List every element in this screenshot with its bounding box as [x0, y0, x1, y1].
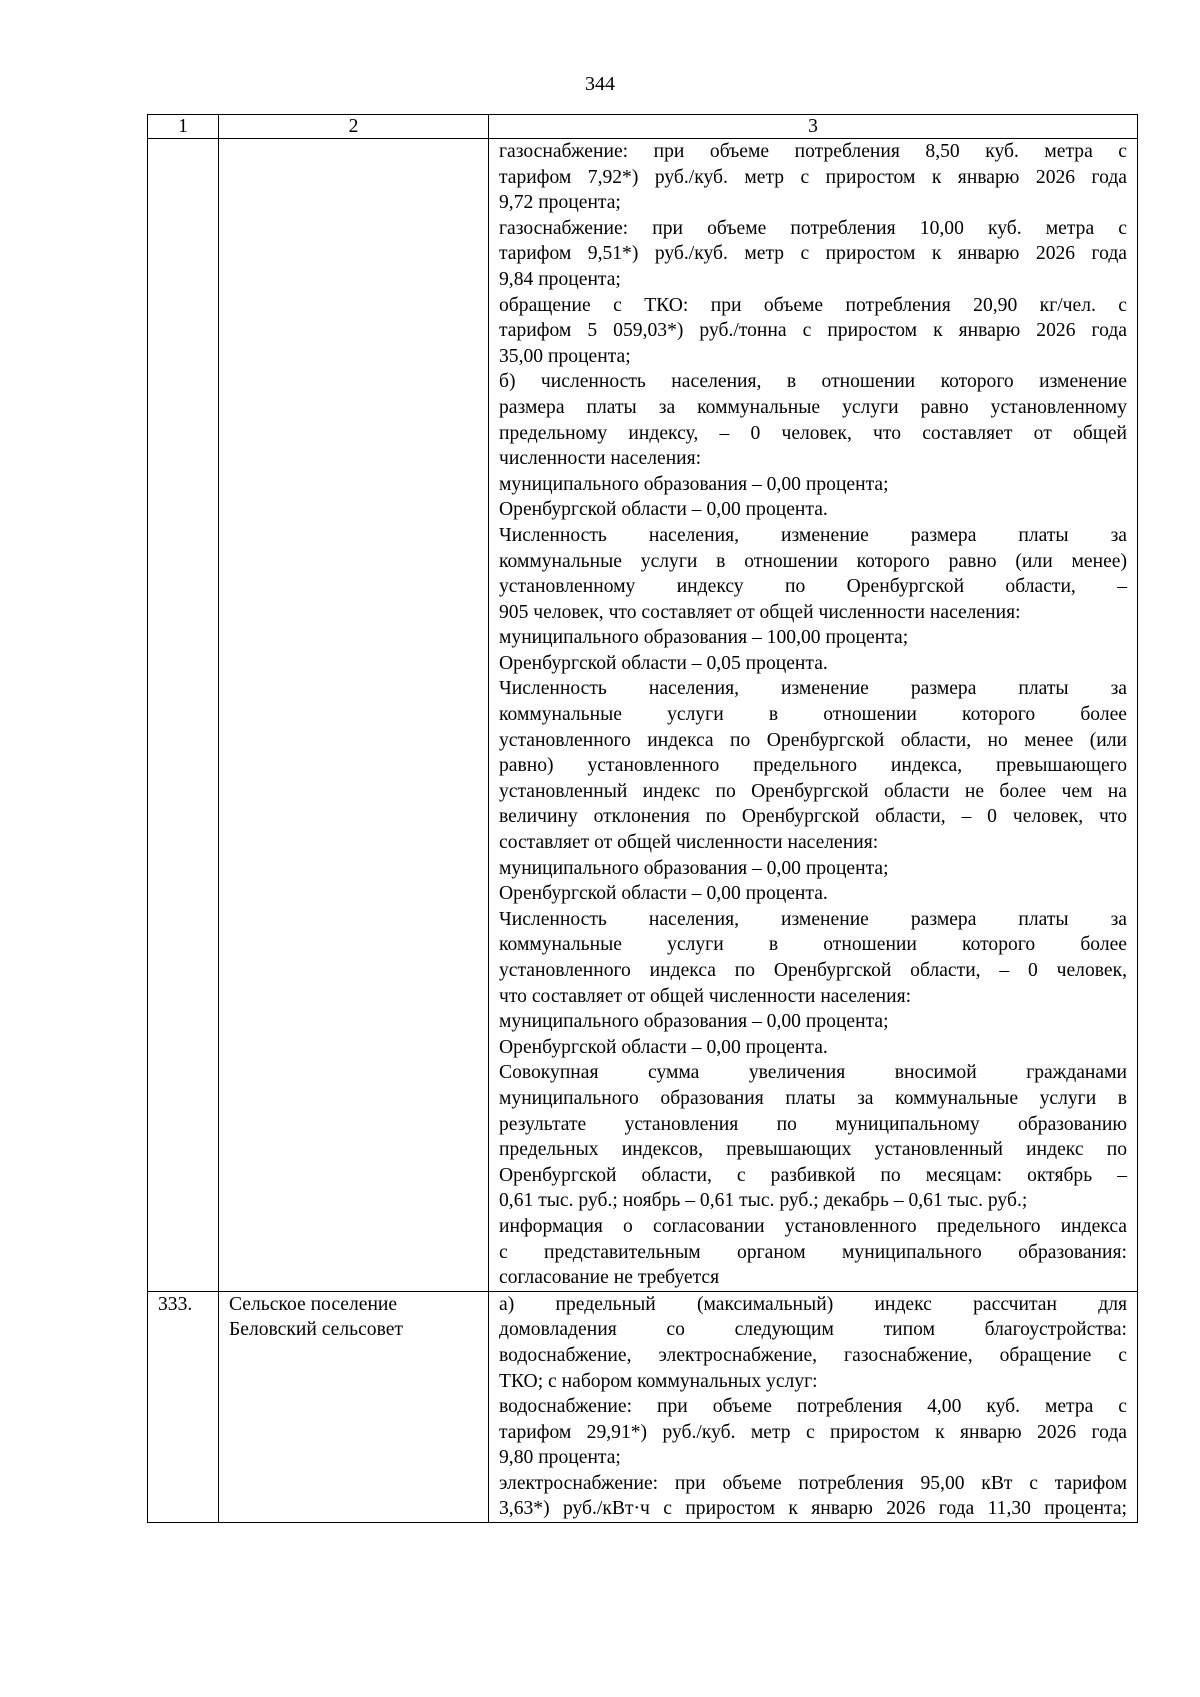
- text-line: ТКО; с набором коммунальных услуг:: [499, 1370, 818, 1392]
- text-line: муниципального образования – 0,00 процента;: [499, 1011, 889, 1033]
- text-line: водоснабжение, электроснабжение, газоснабжение, обращение с: [499, 1344, 1127, 1366]
- text-line: коммунальные услуги в отношении которого более: [499, 704, 1127, 726]
- text-line: установленного индекса по Оренбургской области, но менее (или: [499, 729, 1127, 751]
- text-line: газоснабжение: при объеме потребления 8,50 куб. метра с: [499, 141, 1127, 162]
- text-line: предельных индексов, превышающих установленный индекс по: [499, 1139, 1127, 1161]
- continuation-settlement-cell: [219, 139, 489, 1292]
- table-row-continuation: [148, 139, 1138, 1292]
- text-line: Оренбургской области, с разбивкой по месяцам: октябрь –: [499, 1164, 1127, 1186]
- text-line: коммунальные услуги в отношении которого более: [499, 934, 1127, 956]
- text-line: тарифом 29,91*) руб./куб. метр с приростом к январю 2026 года: [499, 1421, 1127, 1443]
- text-line: муниципального образования – 100,00 процента;: [499, 627, 909, 649]
- continuation-text-cell: [489, 139, 1138, 1292]
- text-line: тарифом 9,51*) руб./куб. метр с приростом к январю 2026 года: [499, 243, 1127, 265]
- text-line: б) численность населения, в отношении которого изменение: [499, 371, 1127, 393]
- text-line: результате установления по муниципальному образованию: [499, 1113, 1127, 1135]
- header-cell-2: 2: [219, 115, 489, 139]
- text-line: с представительным органом муниципального образования:: [499, 1241, 1127, 1263]
- row-333-text: [499, 1292, 1127, 1522]
- text-line: обращение с ТКО: при объеме потребления 20,90 кг/чел. с: [499, 294, 1127, 316]
- text-line: Оренбургской области – 0,05 процента.: [499, 652, 828, 674]
- text-line: муниципального образования платы за коммунальные услуги в: [499, 1087, 1127, 1109]
- row-333-text-cell: [489, 1291, 1138, 1522]
- text-line: 0,61 тыс. руб.; ноябрь – 0,61 тыс. руб.; декабрь – 0,61 тыс. руб.;: [499, 1190, 1028, 1212]
- text-line: 9,84 процента;: [499, 268, 621, 290]
- text-line: муниципального образования – 0,00 процента;: [499, 857, 889, 879]
- text-line: 9,72 процента;: [499, 192, 621, 214]
- text-line: электроснабжение: при объеме потребления 95,00 кВт с тарифом: [499, 1472, 1127, 1494]
- text-line: составляет от общей численности населения:: [499, 832, 879, 854]
- text-line: домовладения со следующим типом благоустройства:: [499, 1319, 1127, 1341]
- settlement-name-line-2: Беловский сельсовет: [229, 1319, 403, 1341]
- header-cell-3: 3: [489, 115, 1138, 139]
- text-line: Оренбургской области – 0,00 процента.: [499, 883, 828, 905]
- text-line: Численность населения, изменение размера платы за: [499, 524, 1127, 546]
- text-line: предельному индексу, – 0 человек, что составляет от общей: [499, 422, 1127, 444]
- text-line: Оренбургской области – 0,00 процента.: [499, 499, 828, 521]
- text-line: Численность населения, изменение размера платы за: [499, 678, 1127, 700]
- continuation-text: [499, 139, 1127, 1291]
- text-line: установленного индекса по Оренбургской области, – 0 человек,: [499, 960, 1127, 981]
- table-row-333: [148, 1291, 1138, 1522]
- text-line: величину отклонения по Оренбургской области, – 0 человек, что: [499, 806, 1127, 828]
- text-line: 35,00 процента;: [499, 345, 631, 367]
- table-header-row: [148, 115, 1138, 139]
- text-line: численности населения:: [499, 448, 702, 470]
- text-line: установленному индексу по Оренбургской области, –: [499, 576, 1127, 598]
- document-table: [147, 114, 1138, 1523]
- text-line: тарифом 7,92*) руб./куб. метр с приростом к январю 2026 года: [499, 166, 1127, 188]
- text-line: Оренбургской области – 0,00 процента.: [499, 1036, 828, 1058]
- text-line: согласование не требуется: [499, 1267, 720, 1289]
- text-line: муниципального образования – 0,00 процента;: [499, 473, 889, 495]
- text-line: Численность населения, изменение размера платы за: [499, 908, 1127, 930]
- text-line: размера платы за коммунальные услуги равно установленному: [499, 396, 1127, 418]
- text-line: 9,80 процента;: [499, 1447, 621, 1469]
- text-line: 905 человек, что составляет от общей численности населения:: [499, 601, 1021, 623]
- header-cell-1: 1: [148, 115, 219, 139]
- continuation-number-cell: [148, 139, 219, 1292]
- text-line: Совокупная сумма увеличения вносимой гражданами: [499, 1062, 1127, 1084]
- text-line: установленный индекс по Оренбургской области не более чем на: [499, 780, 1127, 802]
- text-line: а) предельный (максимальный) индекс рассчитан для: [499, 1293, 1127, 1315]
- settlement-name-line-1: Сельское поселение: [229, 1293, 398, 1315]
- row-333-settlement-cell: [219, 1291, 489, 1522]
- row-number: 333.: [158, 1293, 193, 1315]
- text-line: равно) установленного предельного индекса, превышающего: [499, 755, 1127, 777]
- page-number: 344: [585, 73, 615, 95]
- text-line: коммунальные услуги в отношении которого равно (или менее): [499, 550, 1127, 572]
- text-line: газоснабжение: при объеме потребления 10,00 куб. метра с: [499, 217, 1127, 239]
- text-line: информация о согласовании установленного предельного индекса: [499, 1215, 1127, 1237]
- text-line: 3,63*) руб./кВт·ч с приростом к январю 2026 года 11,30 процента;: [499, 1498, 1127, 1520]
- text-line: что составляет от общей численности населения:: [499, 985, 912, 1007]
- text-line: тарифом 5 059,03*) руб./тонна с приростом к январю 2026 года: [499, 320, 1127, 342]
- text-line: водоснабжение: при объеме потребления 4,00 куб. метра с: [499, 1396, 1127, 1418]
- row-333-number-cell: [148, 1291, 219, 1522]
